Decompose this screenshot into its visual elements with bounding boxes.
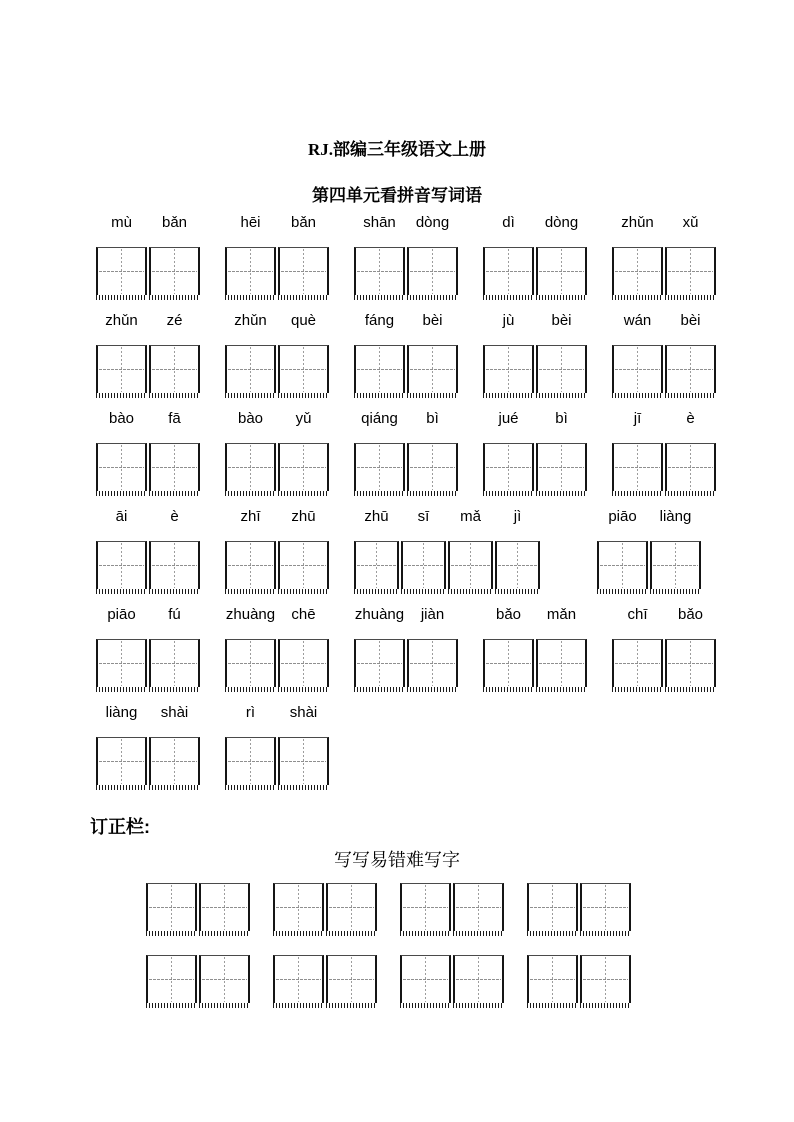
word-row <box>96 410 794 491</box>
writing-box <box>225 639 276 687</box>
box-bottom-hatch <box>483 491 534 496</box>
word-group <box>612 214 716 295</box>
box-bottom-hatch <box>527 931 578 936</box>
word-group <box>612 410 716 491</box>
writing-box <box>483 247 534 295</box>
pinyin-syllable: zé <box>166 312 183 329</box>
pinyin-label <box>354 410 458 428</box>
word-group <box>354 508 540 589</box>
box-bottom-hatch <box>400 1003 451 1008</box>
writing-box <box>597 541 648 589</box>
box-bottom-hatch <box>149 393 200 398</box>
pinyin-syllable: zhū <box>364 508 389 525</box>
writing-box <box>400 955 451 1003</box>
writing-boxes <box>225 541 329 589</box>
writing-box <box>199 955 250 1003</box>
box-bottom-hatch <box>536 393 587 398</box>
writing-box <box>96 247 147 295</box>
box-bottom-hatch <box>527 1003 578 1008</box>
pinyin-syllable: bǎn <box>161 214 188 231</box>
writing-box <box>354 345 405 393</box>
word-group <box>483 606 587 687</box>
writing-box <box>612 443 663 491</box>
box-bottom-hatch <box>665 295 716 300</box>
correction-word-group <box>273 883 377 931</box>
word-group <box>612 606 716 687</box>
box-bottom-hatch <box>453 931 504 936</box>
writing-boxes <box>354 247 458 295</box>
pinyin-label <box>96 312 200 330</box>
word-group <box>597 508 701 589</box>
writing-boxes <box>354 541 540 589</box>
writing-boxes <box>96 247 200 295</box>
writing-boxes <box>483 639 587 687</box>
pinyin-syllable: jī <box>633 410 642 427</box>
pinyin-syllable: shài <box>289 704 318 721</box>
pinyin-syllable: jiàn <box>420 606 445 623</box>
writing-boxes <box>96 443 200 491</box>
box-bottom-hatch <box>407 687 458 692</box>
pinyin-label <box>225 410 329 428</box>
writing-box <box>650 541 701 589</box>
writing-box <box>483 345 534 393</box>
writing-box <box>527 955 578 1003</box>
writing-box <box>96 639 147 687</box>
word-group <box>96 606 200 687</box>
writing-box <box>278 541 329 589</box>
writing-box <box>278 345 329 393</box>
writing-box <box>527 883 578 931</box>
pinyin-label <box>225 312 329 330</box>
box-bottom-hatch <box>612 687 663 692</box>
pinyin-label <box>225 214 329 232</box>
writing-box <box>536 247 587 295</box>
box-bottom-hatch <box>199 1003 250 1008</box>
correction-word-group <box>527 955 631 1003</box>
pinyin-label <box>96 410 200 428</box>
pinyin-label <box>96 704 200 722</box>
pinyin-syllable: mù <box>111 214 132 231</box>
pinyin-syllable: fú <box>168 606 181 623</box>
pinyin-label <box>612 214 716 232</box>
box-bottom-hatch <box>665 491 716 496</box>
pinyin-syllable: bǎo <box>677 606 704 623</box>
word-group <box>96 214 200 295</box>
writing-boxes <box>612 345 716 393</box>
box-bottom-hatch <box>665 393 716 398</box>
section-title: 第四单元看拼音写词语 <box>312 186 482 205</box>
writing-boxes <box>612 247 716 295</box>
pinyin-syllable: è <box>170 508 179 525</box>
writing-box <box>96 345 147 393</box>
pinyin-label <box>225 508 329 526</box>
pinyin-syllable: liàng <box>105 704 138 721</box>
writing-box <box>536 639 587 687</box>
writing-box <box>149 541 200 589</box>
box-bottom-hatch <box>401 589 446 594</box>
box-bottom-hatch <box>149 491 200 496</box>
pinyin-label <box>612 410 716 428</box>
pinyin-label <box>483 410 587 428</box>
box-bottom-hatch <box>96 687 147 692</box>
writing-boxes <box>225 639 329 687</box>
writing-box <box>354 247 405 295</box>
writing-box <box>225 443 276 491</box>
box-bottom-hatch <box>96 295 147 300</box>
pinyin-label <box>96 214 200 232</box>
box-bottom-hatch <box>580 1003 631 1008</box>
pinyin-label <box>483 214 587 232</box>
box-bottom-hatch <box>146 931 197 936</box>
writing-box <box>580 955 631 1003</box>
pinyin-syllable: zhǔn <box>621 214 654 231</box>
pinyin-syllable: xǔ <box>682 214 699 231</box>
box-bottom-hatch <box>278 491 329 496</box>
writing-box <box>665 247 716 295</box>
pinyin-label <box>354 606 458 624</box>
correction-word-group <box>400 883 504 931</box>
writing-box <box>326 955 377 1003</box>
pinyin-syllable: rì <box>245 704 256 721</box>
writing-box <box>225 737 276 785</box>
pinyin-syllable: zhuàng <box>225 606 276 623</box>
box-bottom-hatch <box>580 931 631 936</box>
pinyin-syllable: bì <box>555 410 568 427</box>
correction-word-group <box>527 883 631 931</box>
word-group <box>96 410 200 491</box>
pinyin-syllable: zhuàng <box>354 606 405 623</box>
correction-word-group <box>146 955 250 1003</box>
box-bottom-hatch <box>400 931 451 936</box>
pinyin-syllable: bǎn <box>290 214 317 231</box>
correction-label: 订正栏: <box>90 817 150 837</box>
pinyin-syllable: bào <box>108 410 135 427</box>
box-bottom-hatch <box>96 589 147 594</box>
writing-box <box>407 443 458 491</box>
writing-box <box>580 883 631 931</box>
pinyin-syllable: bèi <box>422 312 443 329</box>
word-row <box>96 704 794 785</box>
word-group <box>225 508 329 589</box>
correction-title: 写写易错难写字 <box>334 850 460 870</box>
box-bottom-hatch <box>407 295 458 300</box>
pinyin-syllable: sī <box>417 508 430 525</box>
word-group <box>483 312 587 393</box>
word-group <box>483 410 587 491</box>
box-bottom-hatch <box>225 785 276 790</box>
writing-box <box>612 639 663 687</box>
writing-box <box>326 883 377 931</box>
box-bottom-hatch <box>612 295 663 300</box>
word-row <box>96 214 794 295</box>
box-bottom-hatch <box>612 491 663 496</box>
writing-boxes <box>225 345 329 393</box>
writing-boxes <box>612 639 716 687</box>
pinyin-label <box>96 606 200 624</box>
pinyin-words-section <box>96 214 794 785</box>
word-group <box>612 312 716 393</box>
word-group <box>354 410 458 491</box>
box-bottom-hatch <box>448 589 493 594</box>
box-bottom-hatch <box>326 1003 377 1008</box>
box-bottom-hatch <box>354 687 405 692</box>
writing-box <box>453 955 504 1003</box>
pinyin-syllable: bì <box>426 410 439 427</box>
box-bottom-hatch <box>278 393 329 398</box>
writing-box <box>96 737 147 785</box>
writing-box <box>665 639 716 687</box>
writing-boxes <box>597 541 701 589</box>
word-group <box>225 214 329 295</box>
pinyin-label <box>225 606 329 624</box>
word-group <box>96 508 200 589</box>
box-bottom-hatch <box>225 491 276 496</box>
pinyin-label <box>483 312 587 330</box>
pinyin-syllable: dì <box>502 214 515 231</box>
pinyin-syllable: zhū <box>291 508 316 525</box>
box-bottom-hatch <box>536 295 587 300</box>
writing-box <box>278 247 329 295</box>
box-bottom-hatch <box>146 1003 197 1008</box>
word-group <box>96 312 200 393</box>
box-bottom-hatch <box>354 589 399 594</box>
word-group <box>225 606 329 687</box>
box-bottom-hatch <box>225 589 276 594</box>
pinyin-syllable: yǔ <box>295 410 312 427</box>
pinyin-label <box>354 214 458 232</box>
writing-box <box>96 541 147 589</box>
pinyin-syllable: zhī <box>240 508 261 525</box>
word-group <box>225 312 329 393</box>
writing-box <box>536 345 587 393</box>
pinyin-syllable: piāo <box>107 606 136 623</box>
pinyin-label <box>612 606 716 624</box>
writing-box <box>149 737 200 785</box>
box-bottom-hatch <box>225 295 276 300</box>
correction-word-group <box>146 883 250 931</box>
writing-box <box>354 443 405 491</box>
box-bottom-hatch <box>495 589 540 594</box>
pinyin-syllable: bèi <box>680 312 701 329</box>
writing-box <box>407 247 458 295</box>
box-bottom-hatch <box>612 393 663 398</box>
writing-box <box>96 443 147 491</box>
pinyin-syllable: piāo <box>608 508 637 525</box>
box-bottom-hatch <box>665 687 716 692</box>
word-row <box>96 606 794 687</box>
pinyin-syllable: è <box>686 410 695 427</box>
pinyin-syllable: hēi <box>240 214 261 231</box>
writing-box <box>149 345 200 393</box>
pinyin-syllable: bào <box>237 410 264 427</box>
box-bottom-hatch <box>278 295 329 300</box>
correction-row <box>0 955 794 1003</box>
pinyin-syllable: qiáng <box>361 410 398 427</box>
writing-boxes <box>483 443 587 491</box>
page-title: RJ.部编三年级语文上册 <box>307 140 487 159</box>
writing-box <box>483 443 534 491</box>
writing-box <box>401 541 446 589</box>
pinyin-label <box>612 312 716 330</box>
box-bottom-hatch <box>199 931 250 936</box>
pinyin-syllable: wán <box>623 312 652 329</box>
box-bottom-hatch <box>407 393 458 398</box>
writing-box <box>225 345 276 393</box>
writing-box <box>354 541 399 589</box>
box-bottom-hatch <box>354 393 405 398</box>
writing-box <box>407 345 458 393</box>
box-bottom-hatch <box>536 491 587 496</box>
box-bottom-hatch <box>483 687 534 692</box>
box-bottom-hatch <box>536 687 587 692</box>
box-bottom-hatch <box>326 931 377 936</box>
pinyin-syllable: què <box>290 312 317 329</box>
word-group <box>225 410 329 491</box>
writing-box <box>199 883 250 931</box>
writing-boxes <box>96 639 200 687</box>
writing-box <box>665 345 716 393</box>
correction-word-group <box>400 955 504 1003</box>
box-bottom-hatch <box>483 393 534 398</box>
box-bottom-hatch <box>149 295 200 300</box>
writing-boxes <box>354 639 458 687</box>
writing-boxes <box>612 443 716 491</box>
pinyin-syllable: bǎo <box>495 606 522 623</box>
writing-box <box>612 247 663 295</box>
writing-box <box>146 955 197 1003</box>
writing-box <box>278 639 329 687</box>
writing-box <box>149 639 200 687</box>
writing-boxes <box>96 345 200 393</box>
word-group <box>354 606 458 687</box>
pinyin-syllable: mǎ <box>460 508 481 525</box>
pinyin-syllable: dòng <box>544 214 579 231</box>
writing-box <box>149 247 200 295</box>
box-bottom-hatch <box>149 785 200 790</box>
box-bottom-hatch <box>149 589 200 594</box>
writing-box <box>278 737 329 785</box>
box-bottom-hatch <box>483 295 534 300</box>
pinyin-syllable: fáng <box>364 312 395 329</box>
writing-box <box>354 639 405 687</box>
pinyin-syllable: jì <box>513 508 522 525</box>
word-row <box>96 312 794 393</box>
writing-boxes <box>225 443 329 491</box>
box-bottom-hatch <box>278 687 329 692</box>
correction-row <box>0 883 794 931</box>
pinyin-syllable: chī <box>627 606 648 623</box>
pinyin-syllable: shài <box>160 704 189 721</box>
box-bottom-hatch <box>407 491 458 496</box>
box-bottom-hatch <box>278 785 329 790</box>
word-row <box>96 508 794 589</box>
word-group <box>354 312 458 393</box>
writing-box <box>448 541 493 589</box>
writing-box <box>149 443 200 491</box>
writing-box <box>225 541 276 589</box>
correction-grids-section <box>0 883 794 1003</box>
writing-boxes <box>225 247 329 295</box>
box-bottom-hatch <box>278 589 329 594</box>
box-bottom-hatch <box>650 589 701 594</box>
box-bottom-hatch <box>149 687 200 692</box>
writing-box <box>536 443 587 491</box>
box-bottom-hatch <box>96 491 147 496</box>
pinyin-syllable: āi <box>115 508 128 525</box>
box-bottom-hatch <box>273 1003 324 1008</box>
writing-box <box>453 883 504 931</box>
box-bottom-hatch <box>354 491 405 496</box>
writing-box <box>278 443 329 491</box>
writing-box <box>612 345 663 393</box>
pinyin-syllable: mǎn <box>546 606 577 623</box>
box-bottom-hatch <box>354 295 405 300</box>
pinyin-syllable: zhǔn <box>105 312 138 329</box>
box-bottom-hatch <box>96 393 147 398</box>
writing-boxes <box>483 247 587 295</box>
writing-box <box>665 443 716 491</box>
writing-boxes <box>96 541 200 589</box>
pinyin-syllable: shān <box>363 214 396 231</box>
writing-box <box>400 883 451 931</box>
pinyin-syllable: zhǔn <box>234 312 267 329</box>
box-bottom-hatch <box>225 393 276 398</box>
box-bottom-hatch <box>597 589 648 594</box>
pinyin-syllable: fā <box>168 410 181 427</box>
pinyin-syllable: dòng <box>415 214 450 231</box>
writing-box <box>483 639 534 687</box>
pinyin-label <box>354 508 540 526</box>
word-group <box>96 704 200 785</box>
writing-box <box>495 541 540 589</box>
pinyin-syllable: jù <box>502 312 515 329</box>
writing-boxes <box>354 345 458 393</box>
writing-boxes <box>225 737 329 785</box>
pinyin-syllable: bèi <box>551 312 572 329</box>
pinyin-label <box>483 606 587 624</box>
writing-box <box>146 883 197 931</box>
box-bottom-hatch <box>225 687 276 692</box>
box-bottom-hatch <box>273 931 324 936</box>
pinyin-label <box>354 312 458 330</box>
correction-word-group <box>273 955 377 1003</box>
word-group <box>354 214 458 295</box>
pinyin-syllable: jué <box>498 410 519 427</box>
writing-boxes <box>96 737 200 785</box>
writing-boxes <box>483 345 587 393</box>
correction-section <box>0 817 794 1003</box>
pinyin-label <box>597 508 701 526</box>
word-group <box>225 704 329 785</box>
pinyin-syllable: liàng <box>659 508 692 525</box>
writing-boxes <box>354 443 458 491</box>
word-group <box>483 214 587 295</box>
pinyin-syllable: chē <box>291 606 316 623</box>
writing-box <box>225 247 276 295</box>
box-bottom-hatch <box>96 785 147 790</box>
writing-box <box>273 883 324 931</box>
pinyin-label <box>225 704 329 722</box>
writing-box <box>273 955 324 1003</box>
box-bottom-hatch <box>453 1003 504 1008</box>
pinyin-label <box>96 508 200 526</box>
writing-box <box>407 639 458 687</box>
